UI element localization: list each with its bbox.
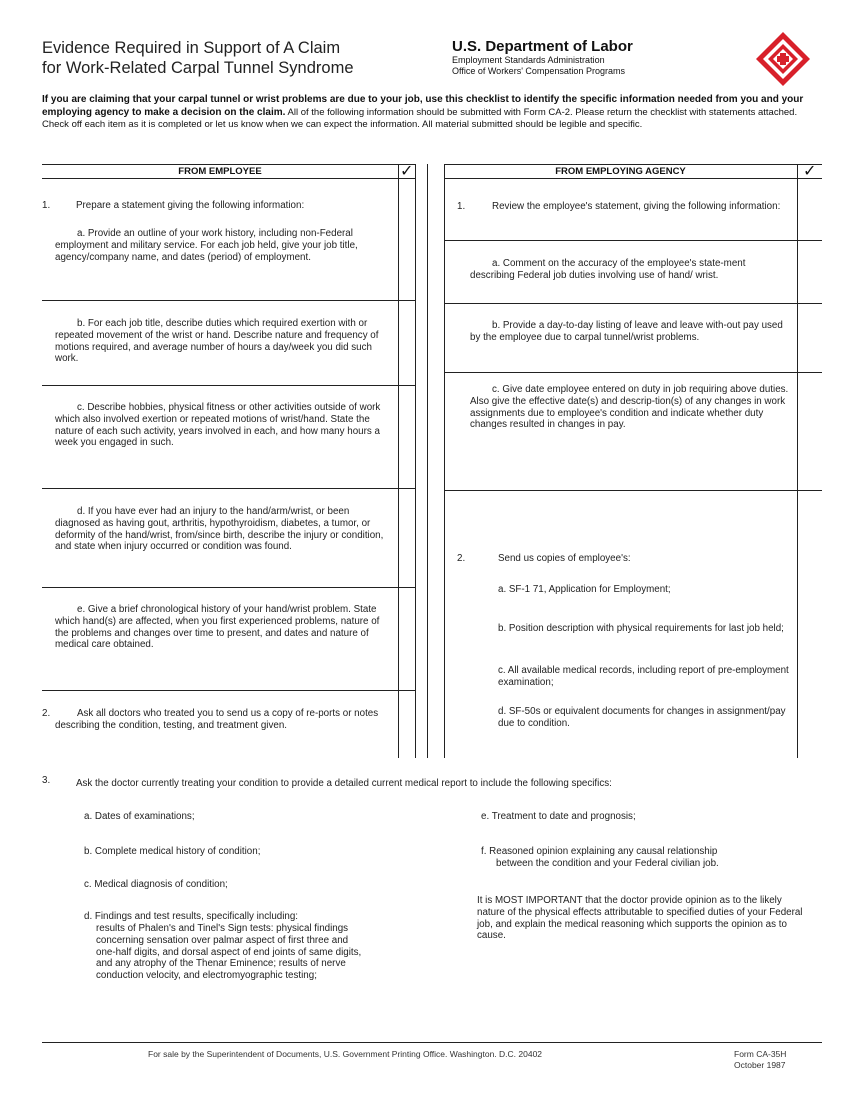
- rule: [42, 178, 415, 179]
- left-item-1d: d. If you have ever had an injury to the hand/arm/wrist, or been diagnosed as having gout, arthritis, hypothyroidism, diabetes, a tumor, or deformity of the hand/wrist, from/since birth, describe the injury or condition, and state when injury occurred or condition was found.: [55, 506, 384, 553]
- left-item-1-text: Prepare a statement giving the following information:: [76, 200, 305, 211]
- agency-name: U.S. Department of Labor: [452, 38, 633, 55]
- left-check-header-icon: ✓: [400, 163, 414, 180]
- right-item-2b: b. Position description with physical requirements for last job held;: [498, 623, 784, 634]
- rule: [444, 240, 822, 241]
- rule: [444, 303, 822, 304]
- right-item-2-text: Send us copies of employee's:: [498, 553, 631, 564]
- left-item-2-text: Ask all doctors who treated you to send us a copy of re-ports or notes describing the condition, testing, and treatment given.: [55, 708, 379, 731]
- agency-sub-1: Employment Standards Administration: [452, 55, 605, 65]
- right-item-1-text: Review the employee's statement, giving the following information:: [492, 201, 781, 212]
- rule: [42, 488, 415, 489]
- intro-paragraph: [42, 94, 806, 132]
- rule: [398, 164, 399, 758]
- section3-item-f-line1: f. Reasoned opinion explaining any causal relationship: [481, 846, 718, 857]
- right-column-header: FROM EMPLOYING AGENCY: [555, 166, 686, 177]
- right-item-1b: b. Provide a day-to-day listing of leave and leave with-out pay used by the employee due to carpal tunnel/wrist problems.: [470, 320, 783, 343]
- rule: [797, 164, 798, 758]
- rule: [444, 164, 445, 758]
- right-check-header-icon: ✓: [803, 163, 817, 180]
- title-line-1: Evidence Required in Support of A Claim: [42, 39, 341, 57]
- footer-form-number: Form CA-35H: [734, 1049, 787, 1059]
- left-item-1e: e. Give a brief chronological history of your hand/wrist problem. State which hand(s) are affected, when you first experienced problems, nature of the problems and changes over time to present, and dates and nature of medical care obtained.: [55, 604, 380, 651]
- right-item-1a: a. Comment on the accuracy of the employee's state-ment describing Federal job duties involving use of hand/ wrist.: [470, 258, 746, 281]
- left-item-1-number: 1.: [42, 200, 51, 211]
- rule: [444, 490, 822, 491]
- section3-item-a: a. Dates of examinations;: [84, 811, 195, 822]
- intro-bold: If you are claiming that your carpal tunnel or wrist problems are due to your job, use this checklist to identify the specific information needed from you and your employing agency to make a decision on the claim.: [42, 94, 804, 118]
- section3-important: It is MOST IMPORTANT that the doctor provide opinion as to the likely nature of the physical effects attributable to specified duties of your Federal job, and explain the medical reasoning which supports the opinion as to cause.: [477, 895, 803, 942]
- agency-sub-2: Office of Workers' Compensation Programs: [452, 66, 625, 76]
- rule: [42, 300, 415, 301]
- right-item-1c: c. Give date employee entered on duty in job requiring above duties. Also give the effective date(s) and descrip-tion(s) of any changes in work assignments due to employee's condition and indicate whether duty changes resulted in changes in pay.: [470, 384, 789, 431]
- title-line-2: for Work-Related Carpal Tunnel Syndrome: [42, 59, 354, 77]
- section3-item-d-rest: results of Phalen's and Tinel's Sign tests: physical findings concerning sensation over palmar aspect of first three and one-half digits, and dorsal aspect of end joints of same digits, and any atrophy of the Thenar Eminence; results of nerve conduction velocity, and electromyographic testing;: [96, 923, 362, 982]
- rule: [42, 385, 415, 386]
- left-column-header: FROM EMPLOYEE: [178, 166, 262, 177]
- left-item-2-number: 2.: [42, 708, 51, 719]
- right-item-1-number: 1.: [457, 201, 466, 212]
- section3-number: 3.: [42, 775, 51, 786]
- footer-rule: [42, 1042, 822, 1043]
- footer-sale-text: For sale by the Superintendent of Documents, U.S. Government Printing Office. Washington. D.C. 20402: [148, 1049, 543, 1059]
- section3-text: Ask the doctor currently treating your condition to provide a detailed current medical report to include the following specifics:: [76, 778, 612, 789]
- section3-item-b: b. Complete medical history of condition;: [84, 846, 261, 857]
- rule: [415, 164, 416, 758]
- rule: [42, 587, 415, 588]
- section3-item-f-line2: between the condition and your Federal civilian job.: [496, 858, 719, 869]
- section3-item-c: c. Medical diagnosis of condition;: [84, 879, 228, 890]
- rule: [42, 164, 415, 165]
- section3-item-d-line1: d. Findings and test results, specifically including:: [84, 911, 299, 922]
- right-item-2a: a. SF-1 71, Application for Employment;: [498, 584, 671, 595]
- left-item-1b: b. For each job title, describe duties which required exertion with or repeated movement of the wrist or hand. Describe nature and frequency of motions required, and average number of hours a day/week you did such work.: [55, 318, 379, 365]
- rule: [42, 690, 415, 691]
- left-item-1c: c. Describe hobbies, physical fitness or other activities outside of work which also involved exertion or repeated motions of wrist/hand. State the nature of each such activity, years involved in each, and how many hours a week you engaged in such.: [55, 402, 381, 449]
- agency-block: [452, 38, 633, 77]
- section3-item-e: e. Treatment to date and prognosis;: [481, 811, 636, 822]
- left-item-1a: a. Provide an outline of your work history, including non-Federal employment and military service. For each job held, give your job title, agency/company name, and dates (period) of employment.: [55, 228, 358, 263]
- right-item-2c: c. All available medical records, including report of pre-employment examination;: [498, 665, 789, 688]
- dol-diamond-logo-icon: [754, 30, 812, 88]
- rule: [444, 178, 822, 179]
- document-title: [42, 38, 354, 78]
- rule: [427, 164, 428, 758]
- right-item-2d: d. SF-50s or equivalent documents for changes in assignment/pay due to condition.: [498, 706, 786, 729]
- intro-normal: All of the following information should be submitted with Form CA-2. Please return the checklist with statements attached. Check off each item as it is completed or let us know when we can expect the information. All material submitted should be legible and specific.: [42, 106, 798, 130]
- right-item-2-number: 2.: [457, 553, 466, 564]
- footer-form-date: October 1987: [734, 1060, 786, 1070]
- rule: [444, 372, 822, 373]
- rule: [444, 164, 822, 165]
